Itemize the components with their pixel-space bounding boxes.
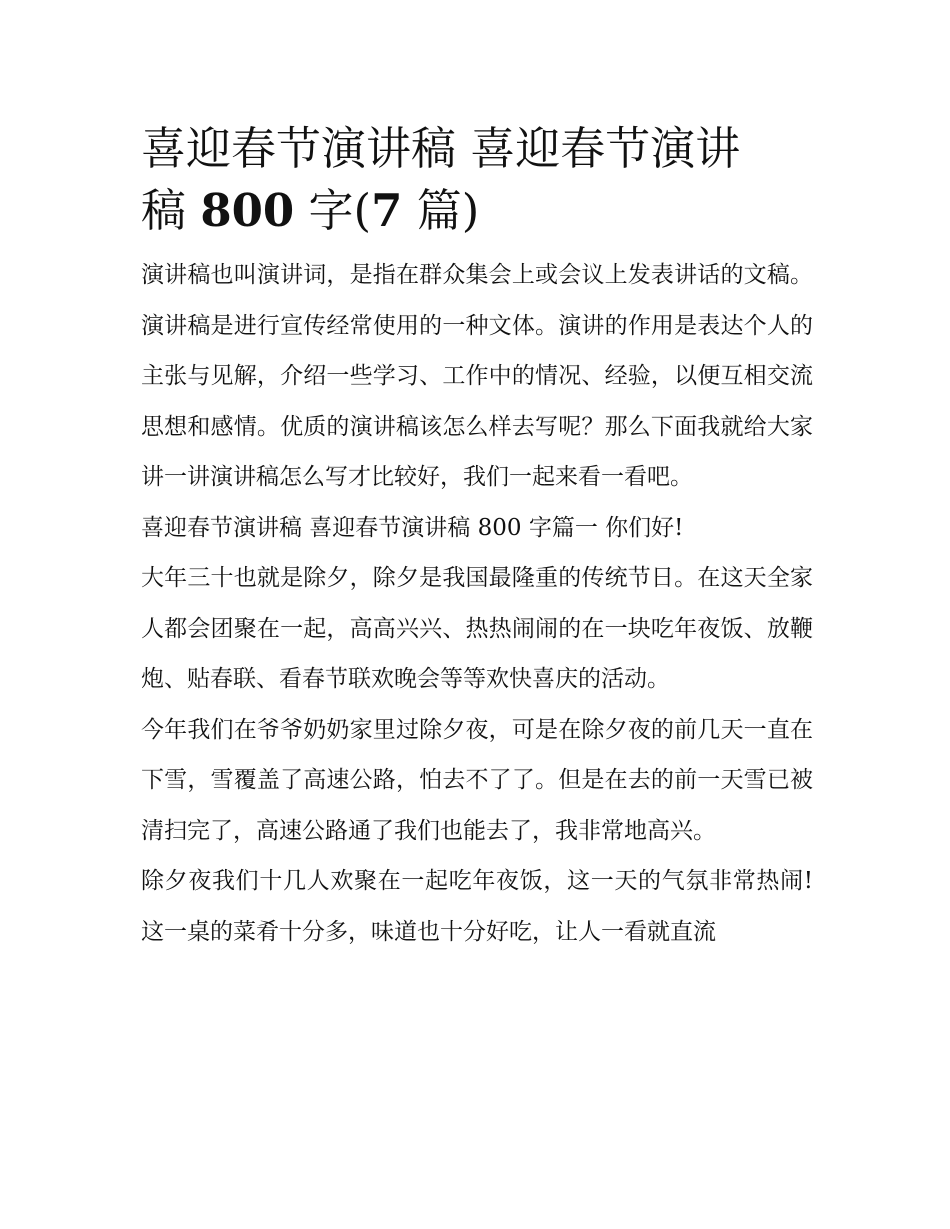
title-line-2-mid: 字( bbox=[294, 184, 372, 237]
title-line-2-suffix: 篇) bbox=[402, 184, 480, 237]
title-line-2-prefix: 稿 bbox=[141, 184, 201, 237]
title-article-count: 7 bbox=[371, 184, 403, 237]
title-word-count: 800 bbox=[200, 184, 295, 237]
paragraph-section-heading: 喜迎春节演讲稿 喜迎春节演讲稿 800 字篇一 你们好! bbox=[141, 514, 684, 541]
document-page bbox=[141, 118, 813, 957]
paragraph-intro: 演讲稿也叫演讲词，是指在群众集会上或会议上发表讲话的文稿。演讲稿是进行宣传经常使用的一种文体。演讲的作用是表达个人的主张与见解，介绍一些学习、工作中的情况、经验，以便互相交流思想和感情。优质的演讲稿该怎么样去写呢？那么下面我就给大家讲一讲演讲稿怎么写才比较好，我们一起来看一看吧。 bbox=[141, 262, 813, 490]
paragraph-body-3: 除夕夜我们十几人欢聚在一起吃年夜饭，这一天的气氛非常热闹!这一桌的菜肴十分多，味道也十分好吃，让人一看就直流 bbox=[141, 868, 813, 945]
title-line-1: 喜迎春节演讲稿 喜迎春节演讲 bbox=[141, 122, 741, 175]
paragraph-body-2: 今年我们在爷爷奶奶家里过除夕夜，可是在除夕夜的前几天一直在下雪，雪覆盖了高速公路，怕去不了了。但是在去的前一天雪已被清扫完了，高速公路通了我们也能去了，我非常地高兴。 bbox=[141, 716, 813, 844]
document-title bbox=[141, 118, 813, 242]
paragraph-body-1: 大年三十也就是除夕，除夕是我国最隆重的传统节日。在这天全家人都会团聚在一起，高高兴兴、热热闹闹的在一块吃年夜饭、放鞭炮、贴春联、看春节联欢晚会等等欢快喜庆的活动。 bbox=[141, 565, 813, 692]
